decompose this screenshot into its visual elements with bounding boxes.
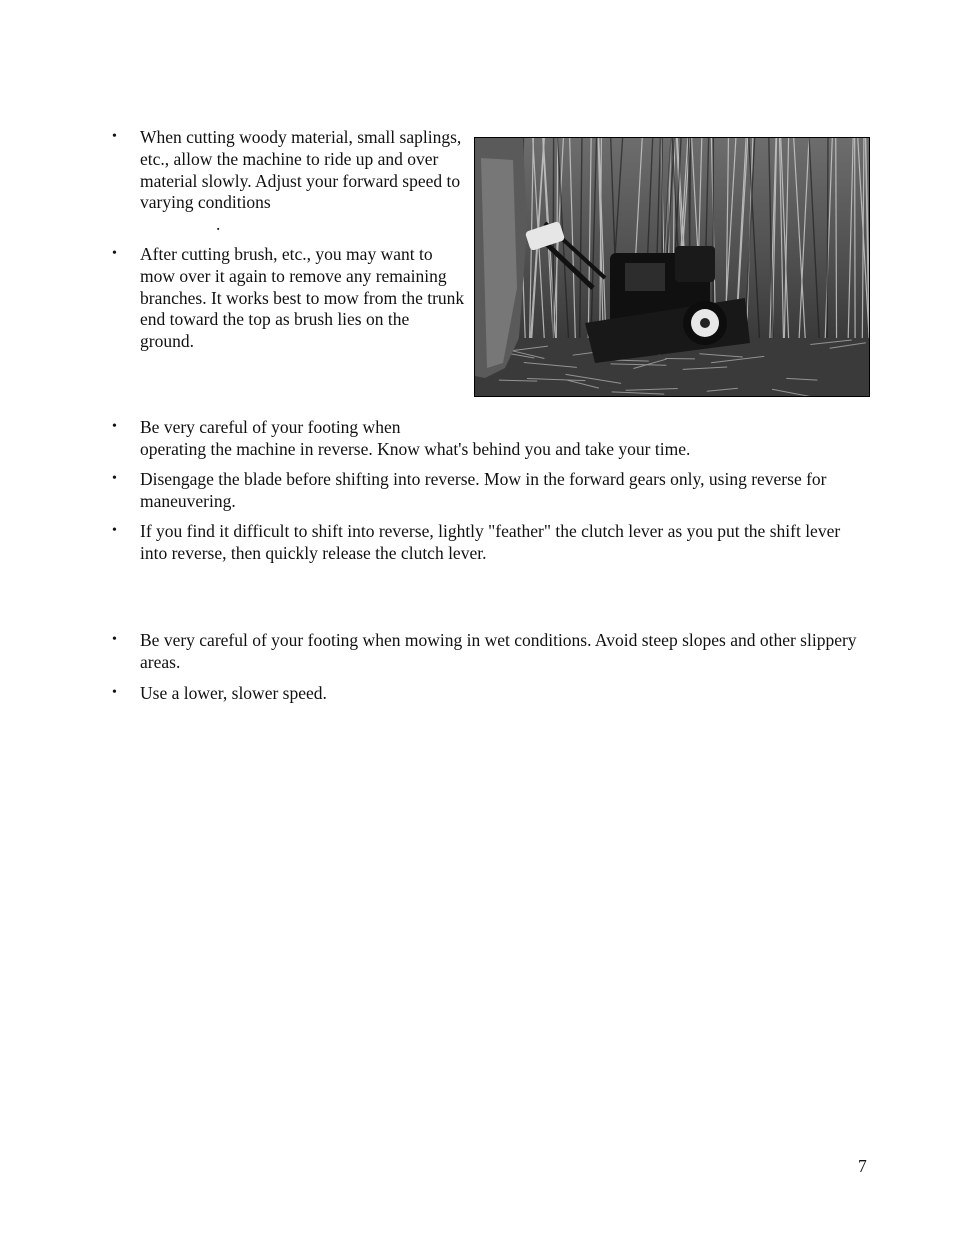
bullet-glyph: • — [112, 129, 117, 144]
trailing-period: . — [216, 214, 221, 234]
paragraph-line: Be very careful of your footing when — [140, 417, 401, 437]
brush-mower-photo — [474, 137, 870, 397]
paragraph-line: operating the machine in reverse. Know what's behind you and take your time. — [140, 438, 691, 459]
bullet-glyph: • — [112, 246, 117, 261]
paragraph-after-cutting-brush: After cutting brush, etc., you may want to mow over it again to remove any remaining branches. It works best to mow from the trunk end toward the top as brush lies on the ground. — [140, 244, 465, 352]
paragraph-woody-material: When cutting woody material, small saplings, etc., allow the machine to ride up and over material slowly. Adjust your forward speed to varying conditions — [140, 127, 462, 213]
bullet-glyph: • — [112, 632, 117, 647]
bullet-glyph: • — [112, 419, 117, 434]
paragraph-reverse-footing — [140, 417, 858, 461]
paragraph-wet-conditions: Be very careful of your footing when mowing in wet conditions. Avoid steep slopes and other slippery areas. — [140, 630, 857, 672]
paragraph-disengage-blade: Disengage the blade before shifting into reverse. Mow in the forward gears only, using reverse for maneuvering. — [140, 469, 827, 511]
paragraph-shift-reverse: If you find it difficult to shift into reverse, lightly "feather" the clutch lever as you put the shift lever into reverse, then quickly release the clutch lever. — [140, 521, 841, 563]
bullet-glyph: • — [112, 471, 117, 486]
paragraph-slower-speed: Use a lower, slower speed. — [140, 683, 327, 703]
page-number: 7 — [858, 1156, 867, 1176]
bullet-glyph: • — [112, 523, 117, 538]
bullet-glyph: • — [112, 685, 117, 700]
